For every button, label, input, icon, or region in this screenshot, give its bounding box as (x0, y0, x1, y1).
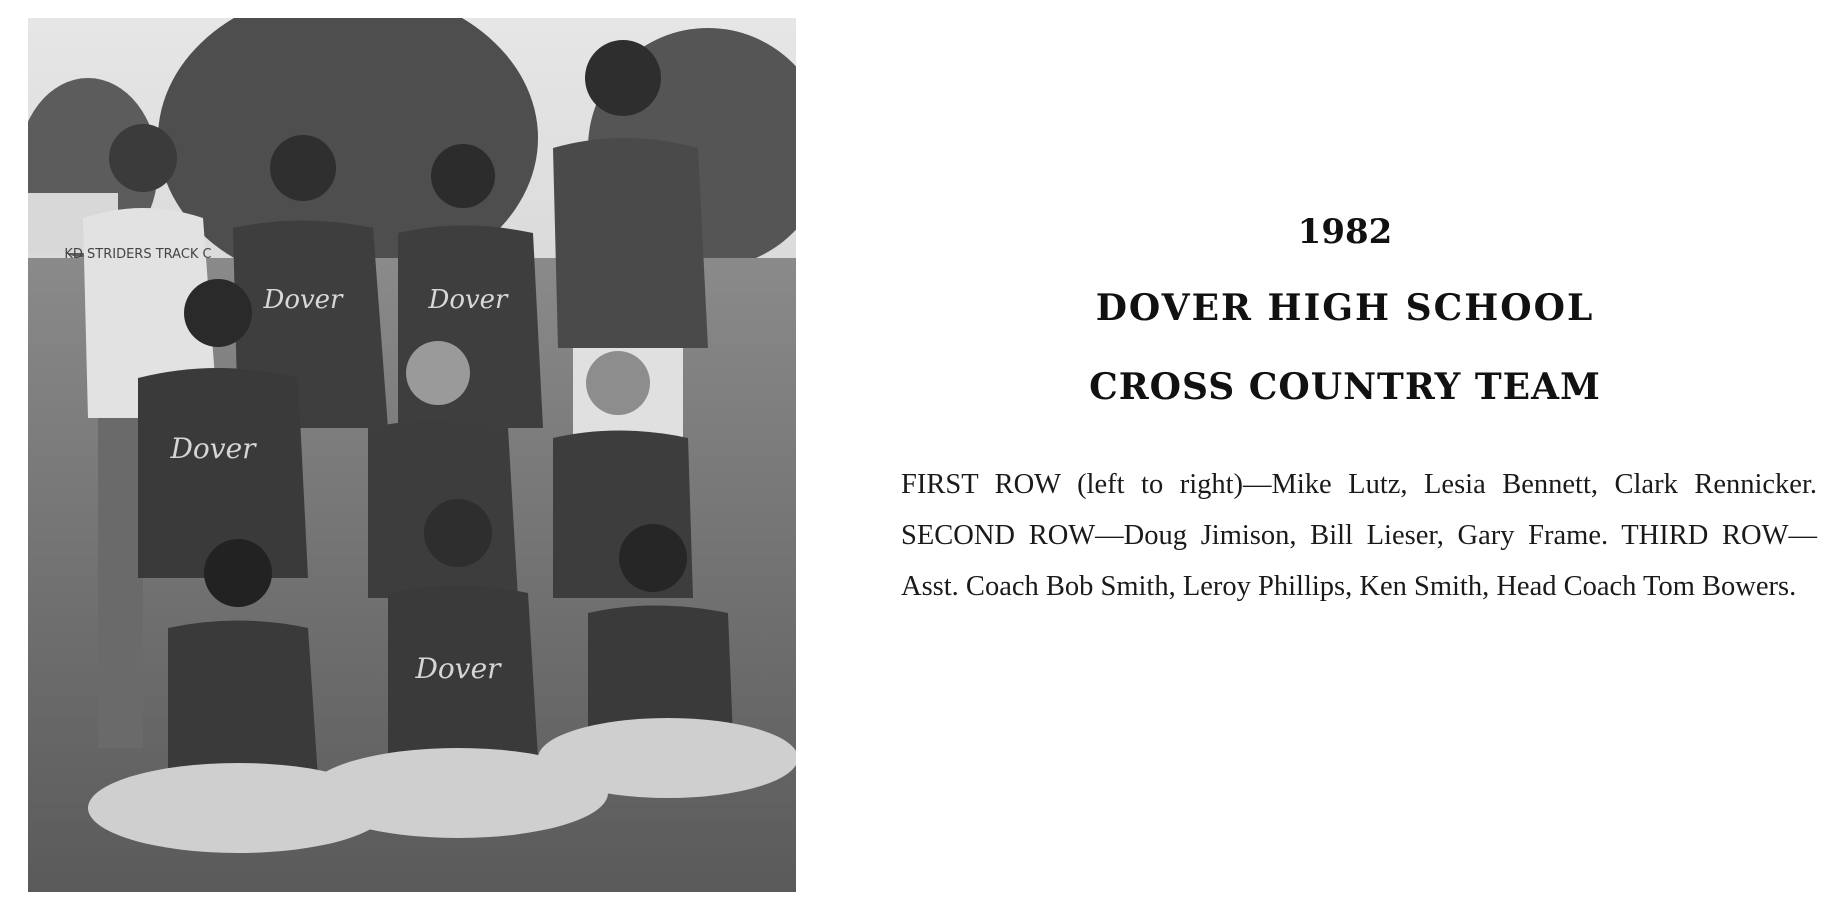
caption-block (880, 0, 1817, 912)
coach-shirt-text: KD STRIDERS TRACK C (64, 247, 212, 262)
year-heading: 1982 (1297, 212, 1393, 252)
svg-text:Dover: Dover (263, 285, 343, 315)
team-photo (28, 18, 796, 892)
svg-text:Dover: Dover (415, 652, 501, 685)
svg-text:Dover: Dover (428, 285, 508, 315)
team-heading: CROSS COUNTRY TEAM (1089, 366, 1601, 408)
svg-text:Dover: Dover (170, 432, 256, 465)
roster-caption: FIRST ROW (left to right)—Mike Lutz, Lesia Bennett, Clark Rennicker. SECOND ROW—Doug Jimison, Bill Lieser, Gary Frame. THIRD ROW—Asst. Coach Bob Smith, Leroy Phillips, Ken Smith, Head Coach Tom Bowers. (901, 469, 1817, 602)
team-photo-illustration (28, 18, 796, 892)
school-heading: DOVER HIGH SCHOOL (1095, 287, 1595, 329)
